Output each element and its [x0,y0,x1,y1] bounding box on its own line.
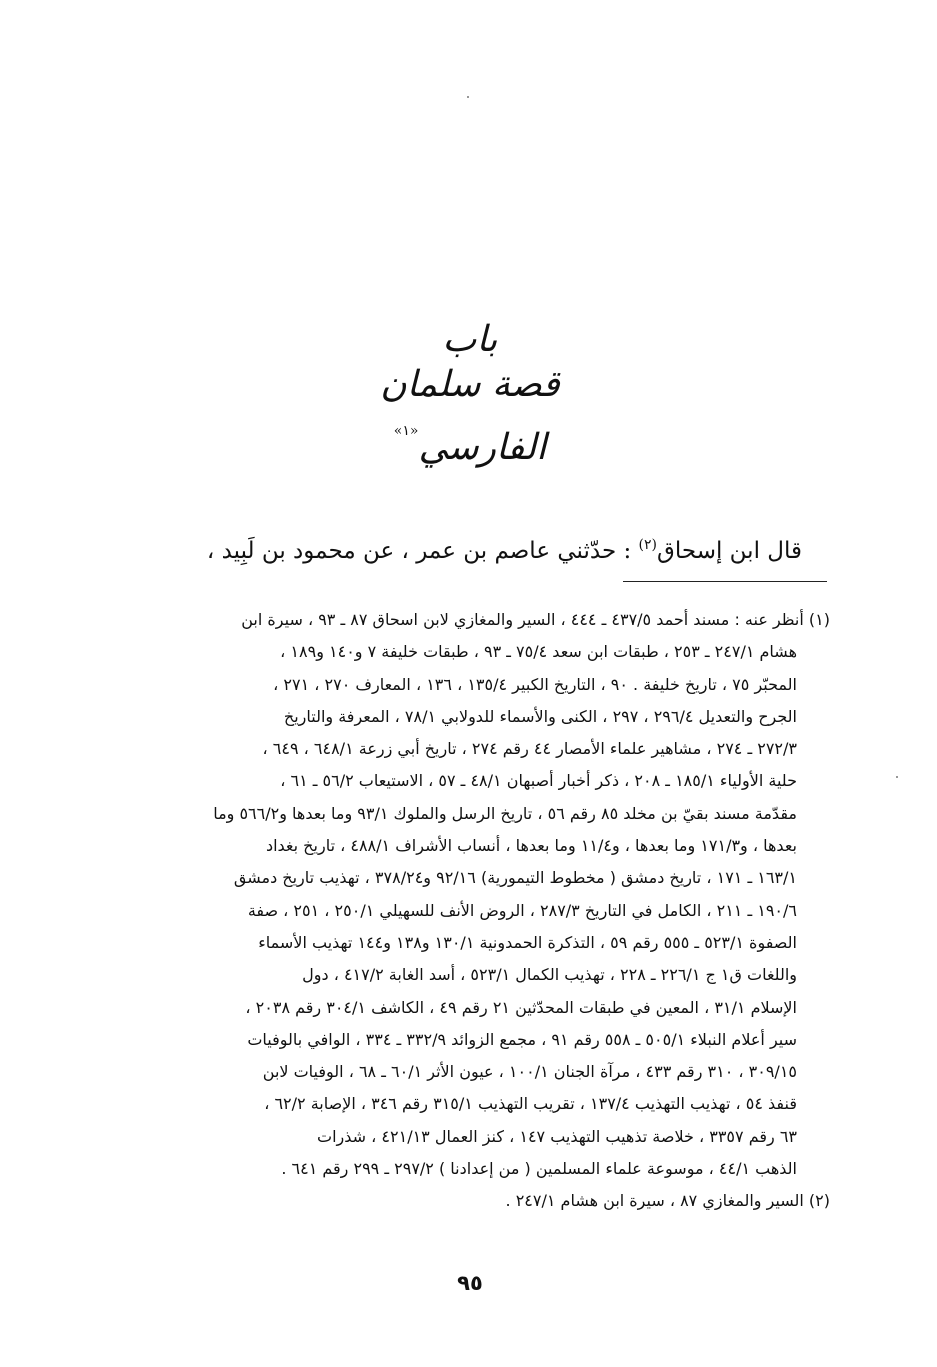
footnote-line: ٣٠٩/١٥ ، ٣١٠ رقم ٤٣٣ ، مرآة الجنان ١٠٠/١ ، عيون الأثر ٦٠/١ ـ ٦٨ ، الوفيات لابن [262,1062,797,1082]
opening-paragraph [102,521,802,575]
footnote-line: (١) أنظر عنه : مسند أحمد ٤٣٧/٥ ـ ٤٤٤ ، السير والمغازي لابن اسحاق ٨٧ ـ ٩٣ ، سيرة ابن [241,610,830,629]
chapter-title-text: قصة سلمان الفارسي [380,364,560,468]
footnote-line: هشام ٢٤٧/١ ـ ٢٥٣ ، طبقات ابن سعد ٧٥/٤ ـ ٩٣ ، طبقات خليفة ٧ و١٤٠ و١٨٩ ، [280,642,797,662]
footnote-line: الصفوة ٥٢٣/١ ـ ٥٥٥ رقم ٥٩ ، التذكرة الحمدونية ١٣٠/١ و١٣٨ و١٤٤ تهذيب الأسماء [258,932,797,952]
opening-text-rest: : حدّثني عاصم بن عمر ، عن محمود بن لَبِيد ، [206,538,639,564]
chapter-title [300,362,640,471]
footnote-line: واللغات ق١ ج ٢٢٦/١ ـ ٢٢٨ ، تهذيب الكمال ٥٢٣/١ ، أسد الغابة ٤١٧/٢ ، دول [302,965,797,985]
footnote-line: الإسلام ٣١/١ ، المعين في طبقات المحدّثين ٢١ رقم ٤٩ ، الكاشف ٣٠٤/١ رقم ٢٠٣٨ ، [245,997,797,1017]
chapter-title-note: «١» [393,423,419,439]
footnote-line: مقدّمة مسند بقيّ بن مخلد ٨٥ رقم ٥٦ ، تاريخ الرسل والملوك ٩٣/١ وما بعدها و٥٦٦/٢ وما [213,803,797,823]
page-number: ٩٥ [457,1271,483,1295]
opening-text-start: قال ابن إسحاق [657,538,802,564]
print-speck [896,776,898,778]
footnote-line: بعدها ، و١٧١/٣ وما بعدها ، و١١/٤ وما بعدها ، أنساب الأشراف ٤٨٨/١ ، تاريخ بغداد [265,836,797,856]
footnote-line: ٦٣ رقم ٣٣٥٧ ، خلاصة تذهيب التهذيب ١٤٧ ، كنز العمال ٤٢١/١٣ ، شذرات [317,1126,797,1146]
chapter-word: باب [442,319,498,360]
footnote-line: ١٩٠/٦ ـ ٢١١ ، الكامل في التاريخ ٢٨٧/٣ ، الروض الأنف للسهيلي ٢٥٠/١ ، ٢٥١ ، صفة [247,900,797,920]
footnote-line: الذهب ٤٤/١ ، موسوعة علماء المسلمين ( من إعدادنا ) ٢٩٧/٢ ـ ٢٩٩ رقم ٦٤١ . [281,1159,797,1179]
footnote-line: المحبّر ٧٥ ، تاريخ خليفة . ٩٠ ، التاريخ الكبير ١٣٥/٤ ، ١٣٦ ، المعارف ٢٧٠ ، ٢٧١ ، [273,674,797,694]
footnote-line: الجرح والتعديل ٢٩٦/٤ ، ٢٩٧ ، الكنى والأسماء للدولابي ٧٨/١ ، المعرفة والتاريخ [283,706,797,726]
footnotes [115,604,830,1218]
footnote-separator [623,581,827,582]
footnote-line: ١٦٣/١ ـ ١٧١ ، تاريخ دمشق ( مخطوط التيمورية) ٩٢/١٦ و٣٧٨/٢٤ ، تهذيب تاريخ دمشق [233,868,797,888]
opening-note-marker: (٢) [638,537,657,553]
footnote-line: سير أعلام النبلاء ٥٠٥/١ ـ ٥٥٨ رقم ٩١ ، مجمع الزوائد ٣٣٢/٩ ـ ٣٣٤ ، الوافي بالوفيات [247,1029,797,1049]
footnote-line: قنفذ ٥٤ ، تهذيب التهذيب ١٣٧/٤ ، تقريب التهذيب ٣١٥/١ رقم ٣٤٦ ، الإصابة ٦٢/٢ ، [264,1094,797,1114]
footnote-line: حلية الأولياء ١٨٥/١ ـ ٢٠٨ ، ذكر أخبار أصبهان ٤٨/١ ـ ٥٧ ، الاستيعاب ٥٦/٢ ـ ٦١ ، [280,771,797,791]
print-speck [467,96,469,98]
footnote-line: (٢) السير والمغازي ٨٧ ، سيرة ابن هشام ٢٤٧/١ . [505,1191,830,1211]
footnote-line: ٢٧٢/٣ ـ ٢٧٤ ، مشاهير علماء الأمصار ٤٤ رقم ٢٧٤ ، تاريخ أبي زرعة ٦٤٨/١ ، ٦٤٩ ، [262,739,797,759]
chapter-heading [300,318,640,471]
